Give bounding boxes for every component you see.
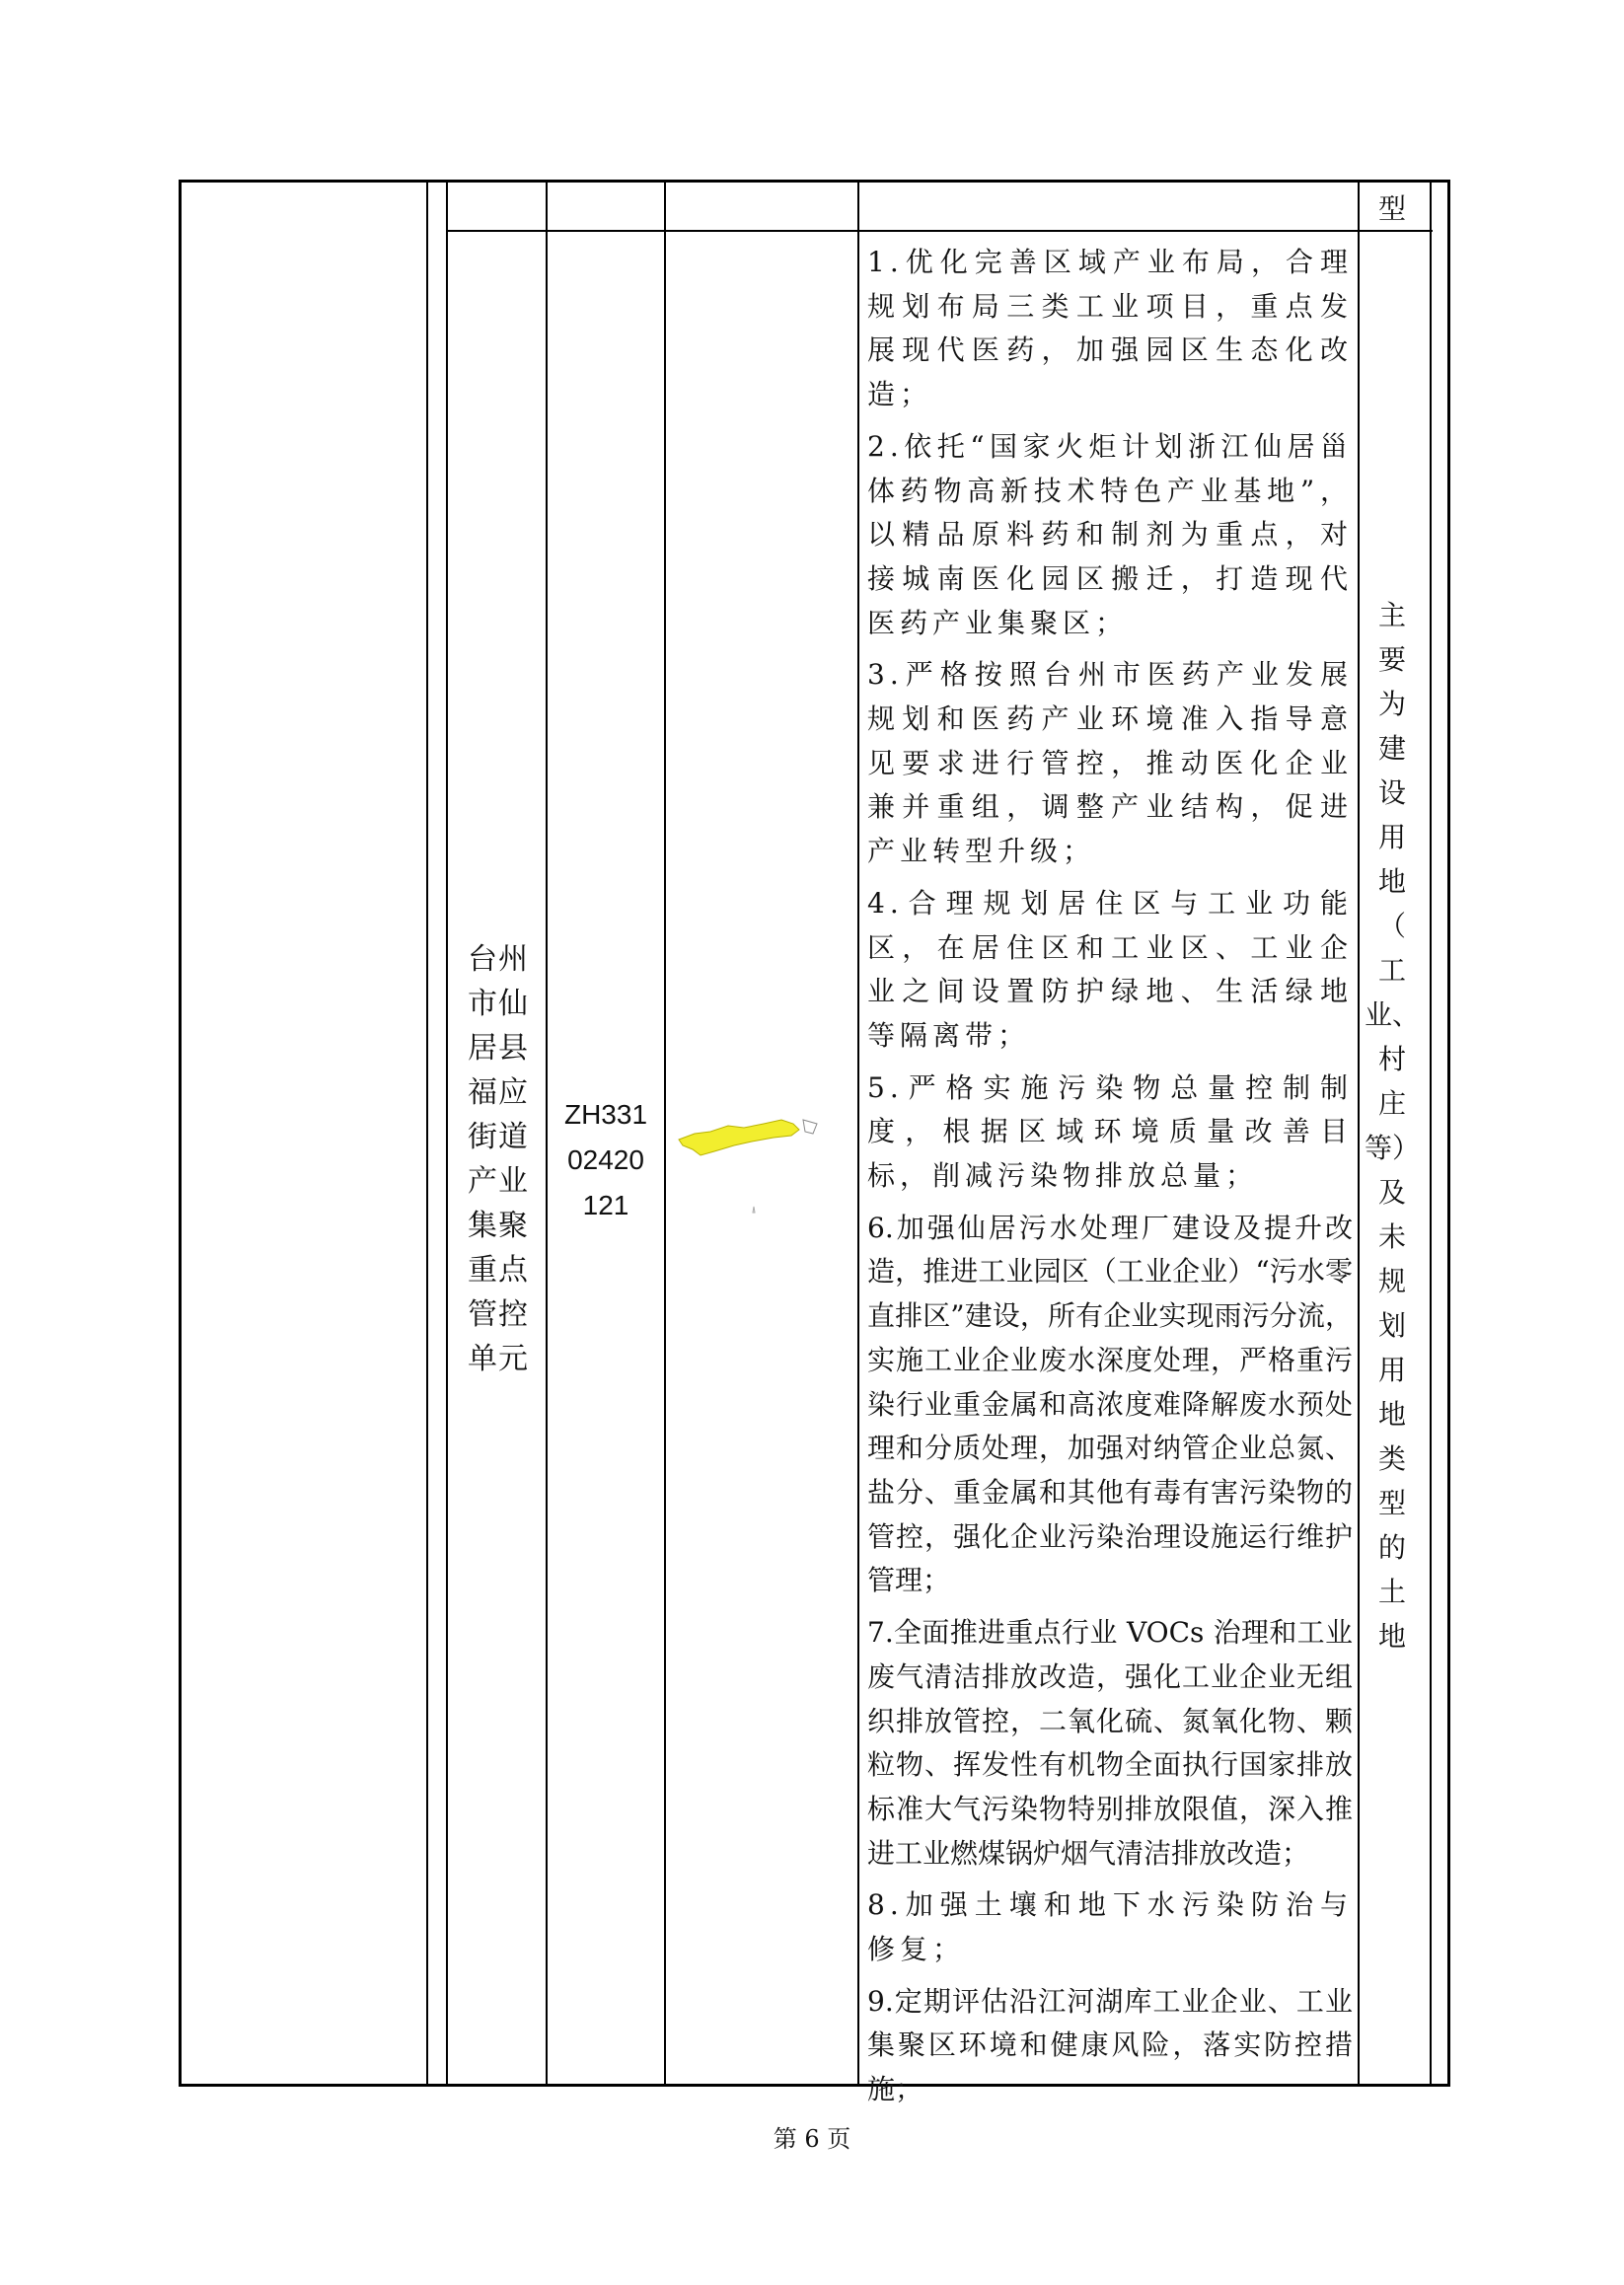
page-number: 第 6 页 xyxy=(773,2125,851,2153)
measure-item: 6.加强仙居污水处理厂建设及提升改造，推进工业园区（工业企业）“污水零直排区”建设，所有企业实现雨污分流，实施工业企业废水深度处理，严格重污染行业重金属和高浓度难降解废水预处理和分质处理，加强对纳管企业总氮、盐分、重金属和其他有毒有害污染物的管控，强化企业污染治理设施运行维护管理； xyxy=(867,1211,1353,1597)
unit-code-line: 121 xyxy=(582,1190,629,1220)
unit-name-line: 产业 xyxy=(468,1164,529,1199)
land-type-char: 地 xyxy=(1377,1620,1406,1653)
map-dot xyxy=(753,1207,755,1213)
column-divider xyxy=(1358,180,1360,2087)
column-divider xyxy=(857,180,859,2087)
land-type-char: （ xyxy=(1377,910,1406,942)
unit-name-line: 集聚 xyxy=(468,1209,529,1243)
land-type-char: 的 xyxy=(1377,1531,1406,1564)
land-type-char: 及 xyxy=(1377,1176,1406,1209)
unit-name-line: 居县 xyxy=(468,1031,529,1066)
land-type-char: 业、 xyxy=(1364,998,1420,1031)
row-divider xyxy=(446,230,1433,232)
unit-name-line: 福应 xyxy=(468,1075,529,1110)
land-type-char: 为 xyxy=(1377,688,1406,720)
land-type-char: 类 xyxy=(1377,1442,1406,1475)
unit-name-line: 市仙 xyxy=(468,987,529,1021)
unit-name-line: 管控 xyxy=(468,1297,529,1332)
measure-item: 2.依托“国家火炬计划浙江仙居甾体药物高新技术特色产业基地”，以精品原料药和制剂为重点，对接城南医化园区搬迁，打造现代医药产业集聚区； xyxy=(867,429,1353,639)
unit-name-line: 单元 xyxy=(468,1342,529,1376)
land-type-char: 要 xyxy=(1377,643,1406,676)
land-type-char: 等） xyxy=(1364,1132,1420,1164)
map-area-shape xyxy=(679,1120,799,1155)
unit-map-thumbnail xyxy=(675,1110,852,1228)
land-type-char: 建 xyxy=(1377,732,1406,765)
land-type-char: 村 xyxy=(1377,1043,1406,1075)
measure-item: 3.严格按照台州市医药产业发展规划和医药产业环境准入指导意见要求进行管控，推动医化企业兼并重组，调整产业结构，促进产业转型升级； xyxy=(867,658,1353,868)
column-divider xyxy=(546,180,548,2087)
land-type-char: 设 xyxy=(1377,776,1406,809)
measure-item: 8.加强土壤和地下水污染防治与修复； xyxy=(867,1888,1353,1966)
land-type-char: 划 xyxy=(1377,1309,1406,1342)
column-divider xyxy=(446,180,448,2087)
unit-code xyxy=(549,1092,663,1228)
unit-name-line: 街道 xyxy=(468,1120,529,1154)
land-type-char: 主 xyxy=(1377,599,1406,631)
land-type-column xyxy=(1364,593,1421,1658)
measure-item: 1.优化完善区域产业布局，合理规划布局三类工业项目，重点发展现代医药，加强园区生态化改造； xyxy=(867,246,1353,411)
measure-item: 5.严格实施污染物总量控制制度，根据区域环境质量改善目标，削减污染物排放总量； xyxy=(867,1070,1353,1193)
unit-name-line: 台州 xyxy=(468,942,529,977)
land-type-char: 型 xyxy=(1377,1487,1406,1519)
land-type-char: 用 xyxy=(1377,821,1406,853)
unit-name-line: 重点 xyxy=(468,1253,529,1288)
unit-name xyxy=(456,937,541,1381)
column-divider xyxy=(1430,180,1432,2087)
land-type-char: 土 xyxy=(1377,1576,1406,1608)
land-type-char: 工 xyxy=(1377,954,1406,987)
unit-code-line: ZH331 xyxy=(563,1099,648,1130)
header-type-fragment: 型 xyxy=(1377,192,1406,225)
land-type-char: 地 xyxy=(1377,865,1406,898)
control-measures xyxy=(867,241,1353,2120)
map-outline-shape xyxy=(803,1120,817,1134)
land-type-char: 用 xyxy=(1377,1354,1406,1386)
measure-item: 7.全面推进重点行业 VOCs 治理和工业废气清洁排放改造，强化工业企业无组织排放管控，二氧化硫、氮氧化物、颗粒物、挥发性有机物全面执行国家排放标准大气污染物特别排放限值，深入推进工业燃煤锅炉烟气清洁排放改造； xyxy=(867,1616,1353,1870)
land-type-char: 规 xyxy=(1377,1265,1406,1297)
land-type-char: 地 xyxy=(1377,1398,1406,1431)
measure-item: 4.合理规划居住区与工业功能区，在居住区和工业区、工业企业之间设置防护绿地、生活绿地等隔离带； xyxy=(867,886,1353,1052)
measure-item: 9.定期评估沿江河湖库工业企业、工业集聚区环境和健康风险，落实防控措施； xyxy=(867,1984,1353,2106)
unit-code-line: 02420 xyxy=(567,1144,644,1175)
land-type-char: 未 xyxy=(1377,1220,1406,1253)
column-divider xyxy=(426,180,428,2087)
column-divider xyxy=(664,180,666,2087)
land-type-char: 庄 xyxy=(1377,1087,1406,1120)
